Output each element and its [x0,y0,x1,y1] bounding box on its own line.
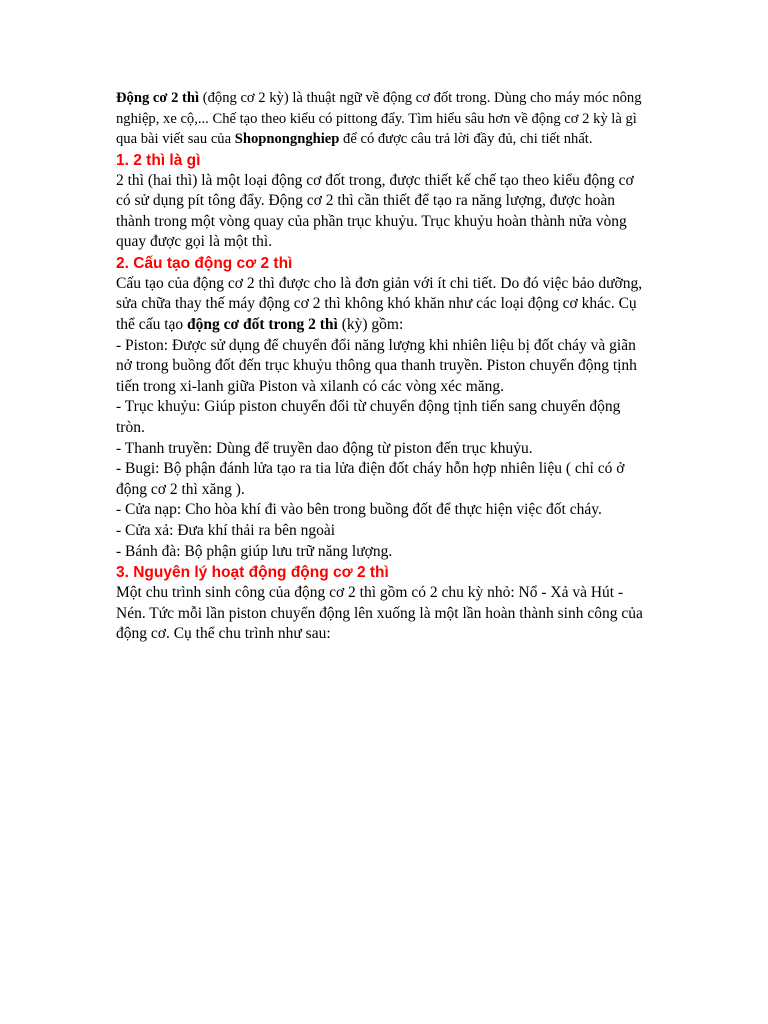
section-2-heading: 2. Cấu tạo động cơ 2 thì [116,254,293,272]
list-item-crankshaft: - Trục khuỷu: Giúp piston chuyển đổi từ chuyển động tịnh tiến sang chuyển động tròn. [116,398,621,437]
intro-brand: Shopnongnghiep [234,131,340,147]
section-2-body-bold: động cơ đốt trong 2 thì [187,316,338,334]
section-2-body-end: (kỳ) gồm: [337,316,404,334]
intro-term: Động cơ 2 thì [116,90,200,106]
document-page [116,88,652,645]
list-item-intake-port: - Cửa nạp: Cho hòa khí đi vào bên trong buồng đốt để thực hiện việc đốt cháy. [116,501,602,519]
section-3-heading: 3. Nguyên lý hoạt động động cơ 2 thì [116,564,389,582]
list-item-piston: - Piston: Được sử dụng để chuyển đổi năng lượng khi nhiên liệu bị đốt cháy và giãn nở trong buồng đốt đến trục khuỷu thông qua thanh truyền. Piston chuyển động tịnh tiến trong xi-lanh giữa Piston và xilanh có các vòng xéc măng. [116,336,637,395]
list-item-spark-plug: - Bugi: Bộ phận đánh lửa tạo ra tia lửa điện đốt cháy hỗn hợp nhiên liệu ( chỉ có ở động cơ 2 thì xăng ). [116,460,625,498]
intro-text-1: (động cơ 2 kỳ) là thuật ngữ về động cơ đốt trong. Dùng cho máy móc nông nghiệp, xe cộ,... Chế tạo theo kiểu có pittong đẩy. Tìm hiểu sâu hơn về động cơ 2 kỳ là gì qua bài viết sau của [116,90,642,147]
list-item-flywheel: - Bánh đà: Bộ phận giúp lưu trữ năng lượng. [116,542,393,560]
intro-paragraph [116,88,652,150]
intro-text-2: để có được câu trả lời đầy đủ, chi tiết nhất. [339,131,593,147]
section-1-body: 2 thì (hai thì) là một loại động cơ đốt trong, được thiết kế chế tạo theo kiểu động cơ có sử dụng pít tông đẩy. Động cơ 2 thì cần thiết để tạo ra năng lượng, được hoàn thành trong một vòng quay của phần trục khuỷu. Trục khuỷu hoàn thành nửa vòng quay được gọi là một thì. [116,171,634,251]
section-2-body [116,274,652,336]
list-item-connecting-rod: - Thanh truyền: Dùng để truyền dao động từ piston đến trục khuỷu. [116,439,533,457]
section-3-body: Một chu trình sinh công của động cơ 2 thì gồm có 2 chu kỳ nhỏ: Nổ - Xả và Hút - Nén. Tức mỗi lần piston chuyển động lên xuống là một lần hoàn thành sinh công của động cơ. Cụ thể chu trình như sau: [116,584,643,643]
list-item-exhaust-port: - Cửa xả: Đưa khí thải ra bên ngoài [116,522,336,539]
section-1-heading: 1. 2 thì là gì [116,151,201,169]
section-2-body-start: Cấu tạo của động cơ 2 thì được cho là đơn giản với ít chi tiết. Do đó việc bảo dưỡng, sửa chữa thay thế máy động cơ 2 thì không khó khăn như các loại động cơ khác. Cụ thể cấu tạo [116,274,643,334]
components-list [116,336,652,563]
